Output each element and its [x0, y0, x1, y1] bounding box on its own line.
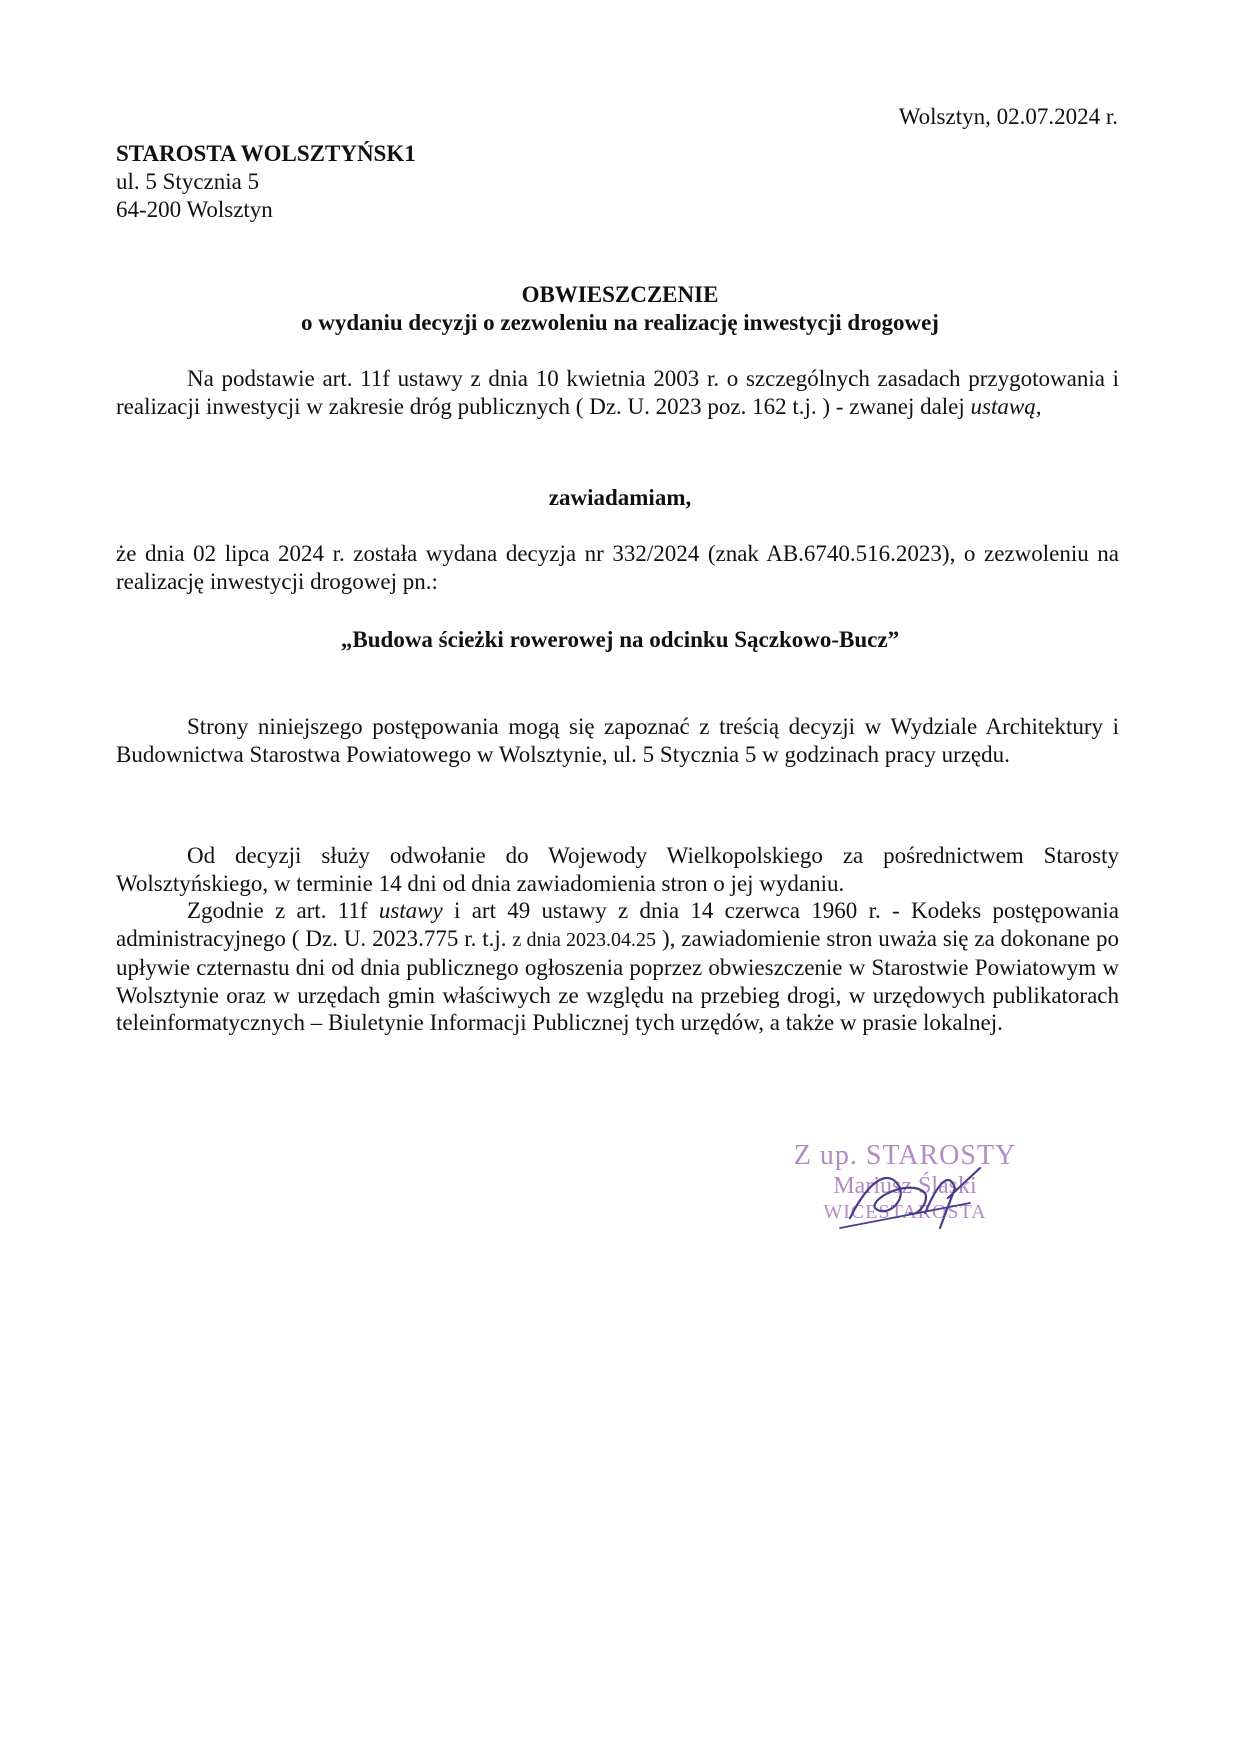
sender-street: ul. 5 Stycznia 5: [116, 169, 260, 194]
stamp-line-2: Mariusz Ślaski: [833, 1173, 977, 1199]
handwritten-signature: [830, 1158, 990, 1238]
project-name: „Budowa ścieżki rowerowej na odcinku Sączkowo-Bucz”: [340, 627, 900, 652]
decision-text: że dnia 02 lipca 2024 r. została wydana decyzja nr 332/2024 (znak AB.6740.516.2023), o zezwoleniu na realizację inwestycji drogowej pn.:: [116, 541, 1119, 594]
document-title: OBWIESZCZENIE: [521, 282, 719, 307]
official-stamp: [790, 1140, 1020, 1240]
legal-basis-text: Na podstawie art. 11f ustawy z dnia 10 kwietnia 2003 r. o szczególnych zasadach przygotowania i realizacji inwestycji w zakresie dróg publicznych ( Dz. U. 2023 poz. 162 t.j. ) - zwanej dalej: [116, 366, 1119, 419]
sender-city: 64-200 Wolsztyn: [116, 197, 273, 222]
stamp-line-3: WICESTAROSTA: [823, 1201, 987, 1223]
stamp-line-1: Z up. STAROSTY: [793, 1140, 1017, 1171]
announcement-word: zawiadamiam,: [548, 485, 692, 510]
document-date: Wolsztyn, 02.07.2024 r.: [898, 104, 1118, 129]
sender-block: [116, 140, 416, 224]
paragraph-legal-basis: [116, 365, 1119, 420]
sender-name: STAROSTA WOLSZTYŃSK1: [116, 141, 416, 166]
paragraph-access: [116, 713, 1119, 768]
appeal-text: Od decyzji służy odwołanie do Wojewody Wielkopolskiego za pośrednictwem Starosty Wolsztyńskiego, w terminie 14 dni od dnia zawiadomienia stron o jej wydaniu.: [116, 843, 1119, 896]
paragraph-appeal: [116, 842, 1119, 1037]
legal-basis-italic: ustawą,: [970, 393, 1042, 419]
document-subtitle: o wydaniu decyzji o zezwoleniu na realizację inwestycji drogowej: [301, 310, 939, 335]
notification-text: Zgodnie z art. 11f ustawy i art 49 ustawy z dnia 14 czerwca 1960 r. - Kodeks postępowania administracyjnego ( Dz. U. 2023.775 r. t.j. z dnia 2023.04.25 ), zawiadomienie stron uważa się za dokonane po upływie czternastu dni od dnia publicznego ogłoszenia poprzez obwieszczenie w Starostwie Powiatowym w Wolsztynie oraz w urzędach gmin właściwych ze względu na przebieg drogi, w urzędowych publikatorach teleinformatycznych – Biuletynie Informacji Publicznej tych urzędów, a także w prasie lokalnej.: [116, 898, 1119, 1035]
paragraph-decision: [116, 540, 1119, 595]
access-text: Strony niniejszego postępowania mogą się zapoznać z treścią decyzji w Wydziale Architektury i Budownictwa Starostwa Powiatowego w Wolsztynie, ul. 5 Stycznia 5 w godzinach pracy urzędu.: [116, 714, 1119, 767]
